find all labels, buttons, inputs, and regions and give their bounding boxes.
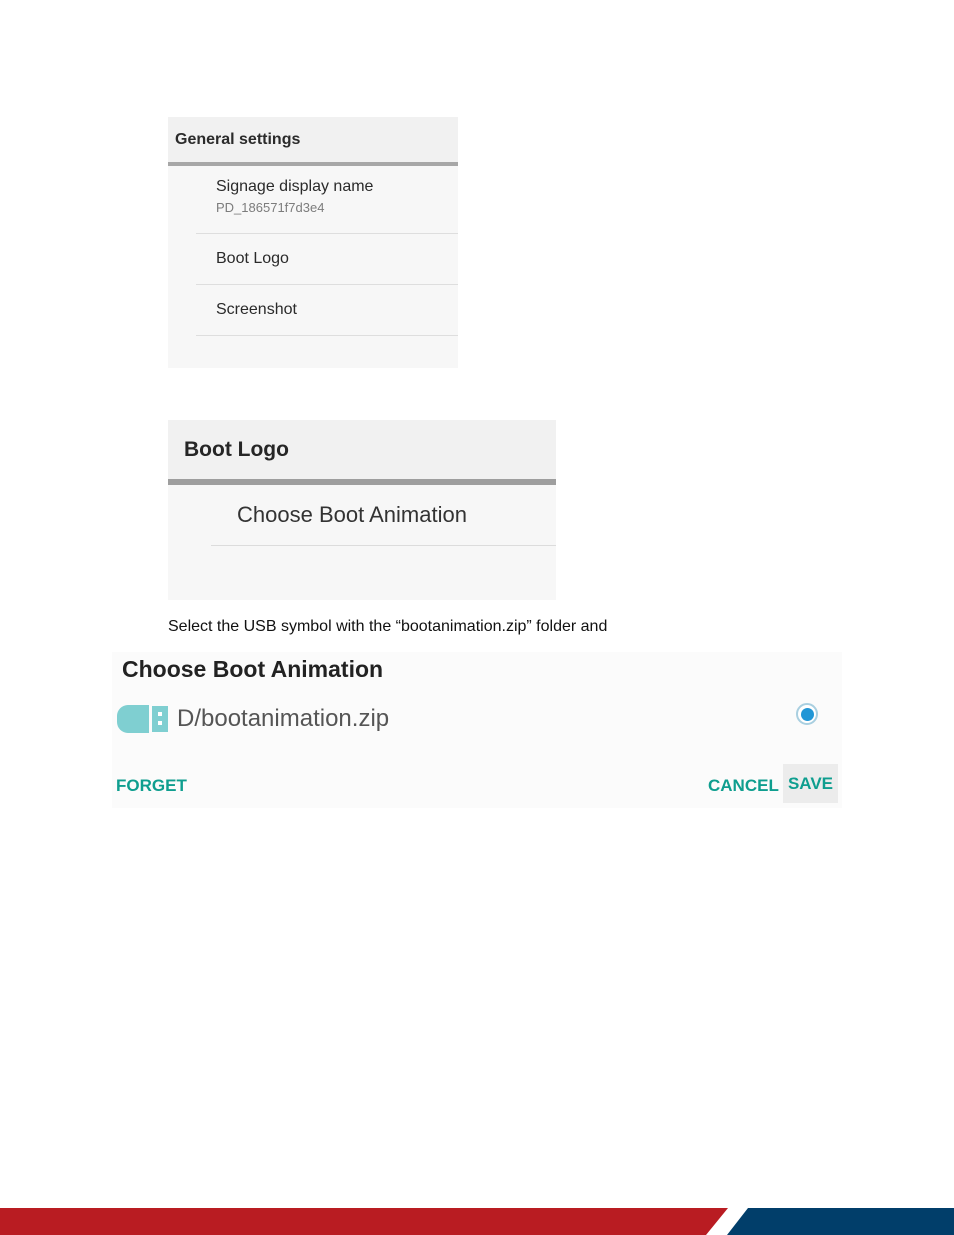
- footer-blue-stripe: [727, 1208, 954, 1235]
- forget-button[interactable]: FORGET: [116, 776, 187, 795]
- general-settings-panel: [168, 117, 458, 368]
- boot-logo-label: Boot Logo: [216, 250, 289, 267]
- cancel-button[interactable]: CANCEL: [708, 776, 779, 795]
- settings-item-signage-display-name[interactable]: [196, 166, 458, 234]
- file-radio-button[interactable]: [796, 703, 818, 725]
- signage-display-name-value: PD_186571f7d3e4: [216, 200, 325, 215]
- save-button[interactable]: SAVE: [783, 764, 838, 803]
- instruction-text: Select the USB symbol with the “bootanimation.zip” folder and: [168, 618, 608, 635]
- dialog-title: Choose Boot Animation: [122, 656, 384, 682]
- general-settings-header: [168, 117, 458, 166]
- boot-logo-title: Boot Logo: [184, 437, 289, 461]
- boot-logo-header: [168, 420, 556, 485]
- signage-display-name-label: Signage display name: [216, 178, 374, 195]
- radio-selected-dot: [801, 708, 814, 721]
- footer-bar: [0, 1208, 954, 1235]
- footer-red-stripe: [0, 1208, 728, 1235]
- choose-boot-animation-label: Choose Boot Animation: [237, 502, 467, 527]
- choose-boot-animation-dialog: [112, 652, 842, 808]
- screenshot-label: Screenshot: [216, 301, 297, 318]
- file-name[interactable]: D/bootanimation.zip: [177, 705, 390, 732]
- settings-item-screenshot[interactable]: [196, 285, 458, 336]
- usb-drive-icon[interactable]: [116, 704, 168, 734]
- boot-logo-item-choose-boot-animation[interactable]: [211, 485, 556, 546]
- settings-item-boot-logo[interactable]: [196, 234, 458, 285]
- general-settings-title: General settings: [175, 130, 301, 148]
- boot-logo-panel: [168, 420, 556, 600]
